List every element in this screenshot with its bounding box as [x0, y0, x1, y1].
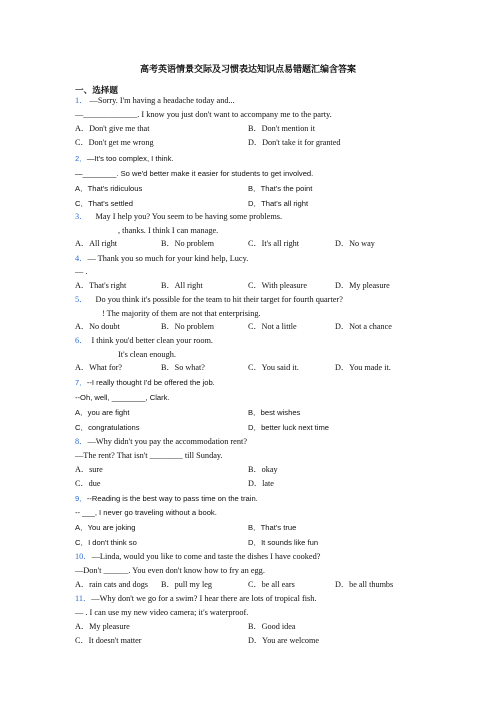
question-7-stem: 7．--I really thought I'd be offered the job. — [75, 378, 215, 387]
question-1-option-b[interactable]: B．Don't mention it — [248, 124, 315, 133]
question-5-option-a[interactable]: A．No doubt — [75, 322, 120, 331]
question-5-response: ! The majority of them are not that enterprising. — [102, 309, 261, 318]
question-8-option-d[interactable]: D．late — [248, 479, 274, 488]
question-number: 1． — [75, 96, 88, 105]
question-1-option-c[interactable]: C．Don't get me wrong — [75, 138, 154, 147]
question-number: 8． — [75, 437, 88, 446]
question-number: 6． — [75, 336, 88, 345]
question-2-option-c[interactable]: C．That's settled — [75, 199, 134, 208]
question-1-option-a[interactable]: A．Don't give me that — [75, 124, 150, 133]
question-4-option-c[interactable]: C．With pleasure — [248, 281, 308, 290]
question-2-option-d[interactable]: D．That's all right — [248, 199, 309, 208]
question-5-option-c[interactable]: C．Not a little — [248, 322, 297, 331]
question-3-option-b[interactable]: B．No problem — [161, 239, 214, 248]
question-5-stem: 5． Do you think it's possible for the team to hit their target for fourth quarter? — [75, 295, 343, 304]
section-heading: 一、选择题 — [75, 86, 118, 96]
question-5-option-b[interactable]: B．No problem — [161, 322, 214, 331]
question-number: 11． — [75, 594, 92, 603]
question-number: 2． — [75, 154, 87, 163]
question-11-response: — . I can use my new video camera; it's waterproof. — [75, 608, 249, 617]
question-number: 9． — [75, 494, 87, 503]
question-10-option-b[interactable]: B．pull my leg — [161, 580, 212, 589]
question-4-option-b[interactable]: B．All right — [161, 281, 203, 290]
question-3-option-d[interactable]: D．No way — [335, 239, 375, 248]
question-9-option-c[interactable]: C．I don't think so — [75, 538, 137, 547]
question-7-response: --Oh, well, ________, Clark. — [75, 393, 170, 402]
question-2-response: —________. So we'd better make it easier for students to get involved. — [75, 169, 314, 178]
question-7-option-d[interactable]: D．better luck next time — [248, 423, 330, 432]
question-4-response: — . — [75, 267, 88, 276]
question-number: 5． — [75, 295, 88, 304]
question-number: 4． — [75, 254, 88, 263]
question-number: 10． — [75, 552, 92, 561]
question-9-option-a[interactable]: A．You are joking — [75, 523, 136, 532]
question-4-option-a[interactable]: A．That's right — [75, 281, 127, 290]
question-10-option-d[interactable]: D．be all thumbs — [335, 580, 394, 589]
question-11-option-b[interactable]: B．Good idea — [248, 622, 296, 631]
question-10-option-c[interactable]: C．be all ears — [248, 580, 295, 589]
question-number: 3． — [75, 212, 88, 221]
question-11-stem: 11．—Why don't we go for a swim? I hear there are lots of tropical fish. — [75, 594, 317, 603]
question-7-option-a[interactable]: A．you are fight — [75, 408, 130, 417]
question-10-stem: 10．—Linda, would you like to come and taste the dishes I have cooked? — [75, 552, 321, 561]
question-10-option-a[interactable]: A．rain cats and dogs — [75, 580, 148, 589]
question-7-option-b[interactable]: B．best wishes — [248, 408, 301, 417]
question-8-option-c[interactable]: C．due — [75, 479, 101, 488]
question-2-stem: 2．—It's too complex, I think. — [75, 154, 174, 163]
question-1-stem: 1． —Sorry. I'm having a headache today and... — [75, 96, 235, 105]
question-6-option-a[interactable]: A．What for? — [75, 363, 123, 372]
question-8-response: —The rent? That isn't ________ till Sunday. — [75, 451, 223, 460]
question-2-option-a[interactable]: A．That's ridiculous — [75, 184, 143, 193]
question-4-stem: 4．— Thank you so much for your kind help, Lucy. — [75, 254, 249, 263]
question-8-stem: 8．—Why didn't you pay the accommodation rent? — [75, 437, 248, 446]
question-4-option-d[interactable]: D．My pleasure — [335, 281, 390, 290]
question-11-option-d[interactable]: D．You are welcome — [248, 636, 320, 645]
question-3-option-a[interactable]: A．All right — [75, 239, 118, 248]
question-6-option-d[interactable]: D．You made it. — [335, 363, 391, 372]
question-10-response: —Don't ______. You even don't know how to fry an egg. — [75, 566, 265, 575]
question-3-response: , thanks. I think I can manage. — [118, 226, 219, 235]
question-7-option-c[interactable]: C．congratulations — [75, 423, 140, 432]
question-11-option-a[interactable]: A．My pleasure — [75, 622, 130, 631]
question-number: 7． — [75, 378, 87, 387]
question-9-stem: 9．--Reading is the best way to pass time on the train. — [75, 494, 258, 503]
document-title: 高考英语情景交际及习惯表达知识点易错题汇编含答案 — [139, 65, 356, 75]
question-6-response: It's clean enough. — [118, 350, 176, 359]
question-6-stem: 6． I think you'd better clean your room. — [75, 336, 213, 345]
question-11-option-c[interactable]: C．It doesn't matter — [75, 636, 142, 645]
question-1-response: —_____________. I know you just don't want to accompany me to the party. — [75, 110, 332, 119]
question-9-option-d[interactable]: D．It sounds like fun — [248, 538, 319, 547]
question-8-option-a[interactable]: A．sure — [75, 465, 103, 474]
question-9-option-b[interactable]: B．That's true — [248, 523, 297, 532]
question-1-option-d[interactable]: D．Don't take it for granted — [248, 138, 341, 147]
question-9-response: -- ___, I never go traveling without a book. — [75, 508, 217, 517]
question-8-option-b[interactable]: B．okay — [248, 465, 278, 474]
question-6-option-c[interactable]: C．You said it. — [248, 363, 299, 372]
question-3-stem: 3． May I help you? You seem to be having some problems. — [75, 212, 283, 221]
question-5-option-d[interactable]: D．Not a chance — [335, 322, 392, 331]
question-3-option-c[interactable]: C．It's all right — [248, 239, 300, 248]
question-2-option-b[interactable]: B．That's the point — [248, 184, 313, 193]
question-6-option-b[interactable]: B．So what? — [161, 363, 205, 372]
